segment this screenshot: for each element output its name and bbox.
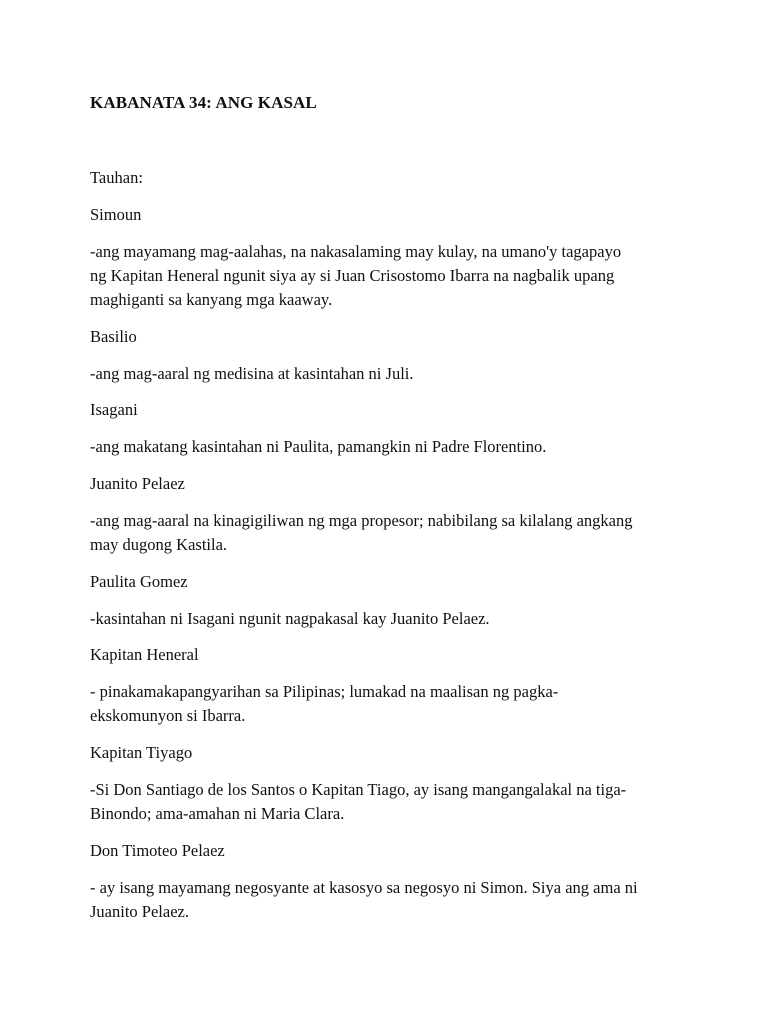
desc-line: -ang mayamang mag-aalahas, na nakasalaming may kulay, na umano'y tagapayo [90, 242, 622, 261]
desc-line: ng Kapitan Heneral ngunit siya ay si Juan Crisostomo Ibarra na nagbalik upang [90, 266, 615, 285]
desc-line: -Si Don Santiago de los Santos o Kapitan Tiago, ay isang mangangalakal na tiga- [90, 780, 627, 799]
character-name-isagani: Isagani [90, 400, 138, 419]
desc-line: - ay isang mayamang negosyante at kasosyo sa negosyo ni Simon. Siya ang ama ni [90, 878, 638, 897]
section-label-tauhan: Tauhan: [90, 168, 143, 187]
character-desc-simoun [90, 240, 690, 312]
character-desc-don-timoteo-pelaez [90, 876, 690, 924]
desc-line: may dugong Kastila. [90, 535, 228, 554]
character-name-simoun: Simoun [90, 205, 142, 224]
character-name-basilio: Basilio [90, 327, 137, 346]
character-name-kapitan-heneral: Kapitan Heneral [90, 645, 199, 664]
desc-line: maghiganti sa kanyang mga kaaway. [90, 290, 333, 309]
desc-line: -kasintahan ni Isagani ngunit nagpakasal kay Juanito Pelaez. [90, 609, 490, 628]
character-name-paulita-gomez: Paulita Gomez [90, 572, 188, 591]
character-desc-kapitan-heneral [90, 680, 690, 728]
character-desc-kapitan-tiyago [90, 778, 690, 826]
character-desc-isagani [90, 435, 690, 459]
desc-line: -ang mag-aaral na kinagigiliwan ng mga propesor; nabibilang sa kilalang angkang [90, 511, 633, 530]
desc-line: -ang makatang kasintahan ni Paulita, pamangkin ni Padre Florentino. [90, 437, 547, 456]
desc-line: -ang mag-aaral ng medisina at kasintahan ni Juli. [90, 364, 414, 383]
desc-line: - pinakamakapangyarihan sa Pilipinas; lumakad na maalisan ng pagka- [90, 682, 559, 701]
character-desc-paulita-gomez [90, 607, 690, 631]
character-desc-juanito-pelaez [90, 509, 690, 557]
character-desc-basilio [90, 362, 690, 386]
chapter-title: KABANATA 34: ANG KASAL [90, 93, 317, 112]
desc-line: Juanito Pelaez. [90, 902, 189, 921]
character-name-don-timoteo-pelaez: Don Timoteo Pelaez [90, 841, 225, 860]
desc-line: ekskomunyon si Ibarra. [90, 706, 246, 725]
character-name-juanito-pelaez: Juanito Pelaez [90, 474, 185, 493]
desc-line: Binondo; ama-amahan ni Maria Clara. [90, 804, 345, 823]
character-name-kapitan-tiyago: Kapitan Tiyago [90, 743, 193, 762]
